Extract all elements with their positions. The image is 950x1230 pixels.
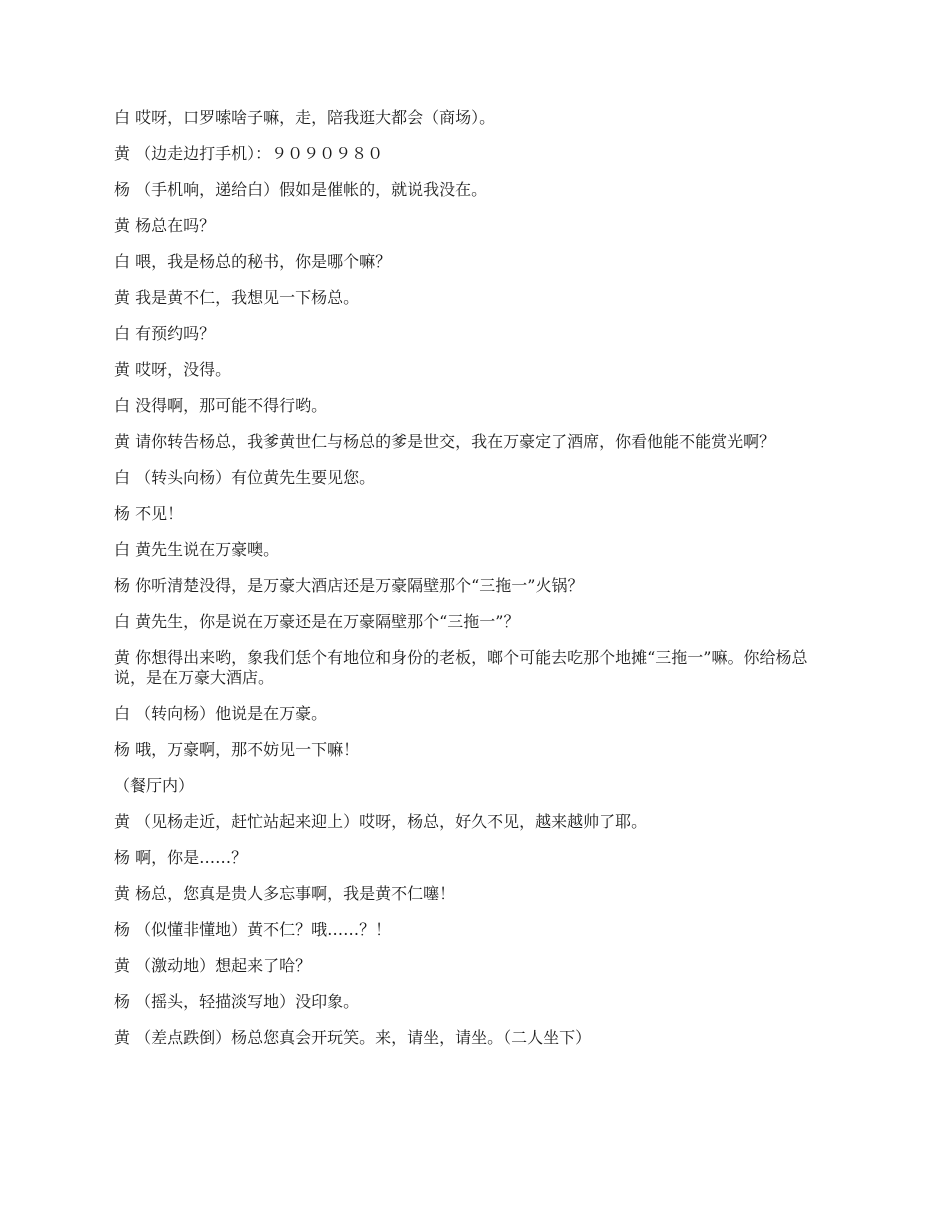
- speaker-name: 白: [114, 612, 131, 631]
- speaker-name: 杨: [114, 504, 131, 523]
- speaker-name: 白: [114, 468, 131, 487]
- speech-text: 黄先生，你是说在万豪还是在万豪隔壁那个“三拖一”？: [135, 612, 520, 631]
- dialogue-line: [114, 108, 839, 128]
- speech-text: （边走边打手机）：９０９０９８０: [135, 144, 384, 163]
- speech-text: 哦，万豪啊，那不妨见一下嘛！: [135, 740, 360, 759]
- dialogue-line: [114, 180, 839, 200]
- speaker-name: 白: [114, 540, 131, 559]
- speech-text: （似懂非懂地）黄不仁？哦……？！: [135, 920, 392, 939]
- speaker-name: 杨: [114, 920, 131, 939]
- dialogue-line: [114, 920, 839, 940]
- speech-text: （差点跌倒）杨总您真会开玩笑。来，请坐，请坐。（二人坐下）: [135, 1028, 592, 1047]
- dialogue-line: [114, 740, 839, 760]
- speech-text: （激动地）想起来了哈？: [135, 956, 312, 975]
- dialogue-line: [114, 540, 839, 560]
- speaker-name: 黄: [114, 956, 131, 975]
- dialogue-line: [114, 216, 839, 236]
- speaker-name: 黄: [114, 432, 131, 451]
- speaker-name: 杨: [114, 992, 131, 1011]
- dialogue-line: [114, 992, 839, 1012]
- speech-text: 不见！: [135, 504, 184, 523]
- speech-text: 你想得出来哟，象我们恁个有地位和身份的老板，啷个可能去吃那个地摊“三拖一”嘛。你给杨总说，是在万豪大酒店。: [114, 648, 808, 687]
- speech-text: （手机响，递给白）假如是催帐的，就说我没在。: [135, 180, 488, 199]
- speech-text: （摇头，轻描淡写地）没印象。: [135, 992, 360, 1011]
- dialogue-line: [114, 324, 839, 344]
- dialogue-line: [114, 648, 839, 688]
- speech-text: 哎呀，没得。: [135, 360, 232, 379]
- speaker-name: 白: [114, 108, 131, 127]
- dialogue-line: [114, 1028, 839, 1048]
- speech-text: 喂，我是杨总的秘书，你是哪个嘛？: [135, 252, 392, 271]
- speaker-name: 黄: [114, 144, 131, 163]
- speaker-name: 黄: [114, 288, 131, 307]
- dialogue-line: [114, 812, 839, 832]
- dialogue-line: [114, 468, 839, 488]
- dialogue-line: [114, 360, 839, 380]
- speaker-name: 黄: [114, 884, 131, 903]
- speech-text: （见杨走近，赶忙站起来迎上）哎呀，杨总，好久不见，越来越帅了耶。: [135, 812, 648, 831]
- dialogue-line: [114, 612, 839, 632]
- dialogue-line: [114, 288, 839, 308]
- speech-text: 我是黄不仁，我想见一下杨总。: [135, 288, 360, 307]
- dialogue-line: [114, 704, 839, 724]
- dialogue-line: [114, 504, 839, 524]
- speech-text: 你听清楚没得，是万豪大酒店还是万豪隔壁那个“三拖一”火锅？: [135, 576, 584, 595]
- speaker-name: 黄: [114, 360, 131, 379]
- dialogue-line: [114, 432, 839, 452]
- speaker-name: 杨: [114, 848, 131, 867]
- speech-text: 有预约吗？: [135, 324, 216, 343]
- dialogue-line: [114, 576, 839, 596]
- speech-text: （转向杨）他说是在万豪。: [135, 704, 328, 723]
- speaker-name: 黄: [114, 216, 131, 235]
- speaker-name: 杨: [114, 576, 131, 595]
- speech-text: 杨总在吗？: [135, 216, 216, 235]
- speech-text: 请你转告杨总，我爹黄世仁与杨总的爹是世交，我在万豪定了酒席，你看他能不能赏光啊？: [135, 432, 776, 451]
- speech-text: 杨总，您真是贵人多忘事啊，我是黄不仁噻！: [135, 884, 456, 903]
- dialogue-line: [114, 144, 839, 164]
- dialogue-line: [114, 776, 839, 796]
- speech-text: 啊，你是……？: [135, 848, 248, 867]
- speaker-name: 黄: [114, 812, 131, 831]
- dialogue-line: [114, 884, 839, 904]
- speaker-name: 白: [114, 252, 131, 271]
- speaker-name: 白: [114, 324, 131, 343]
- speaker-name: 黄: [114, 1028, 131, 1047]
- speech-text: 哎呀，口罗嗦啥子嘛，走，陪我逛大都会（商场）。: [135, 108, 496, 127]
- speaker-name: 黄: [114, 648, 131, 667]
- speech-text: 黄先生说在万豪噢。: [135, 540, 280, 559]
- script-dialogue: [114, 108, 839, 1064]
- dialogue-line: [114, 252, 839, 272]
- dialogue-line: [114, 848, 839, 868]
- speech-text: 没得啊，那可能不得行哟。: [135, 396, 328, 415]
- speech-text: （转头向杨）有位黄先生要见您。: [135, 468, 376, 487]
- speaker-name: 白: [114, 396, 131, 415]
- speaker-name: 白: [114, 704, 131, 723]
- speaker-name: 杨: [114, 740, 131, 759]
- dialogue-line: [114, 956, 839, 976]
- speech-text: （餐厅内）: [114, 776, 195, 795]
- dialogue-line: [114, 396, 839, 416]
- speaker-name: 杨: [114, 180, 131, 199]
